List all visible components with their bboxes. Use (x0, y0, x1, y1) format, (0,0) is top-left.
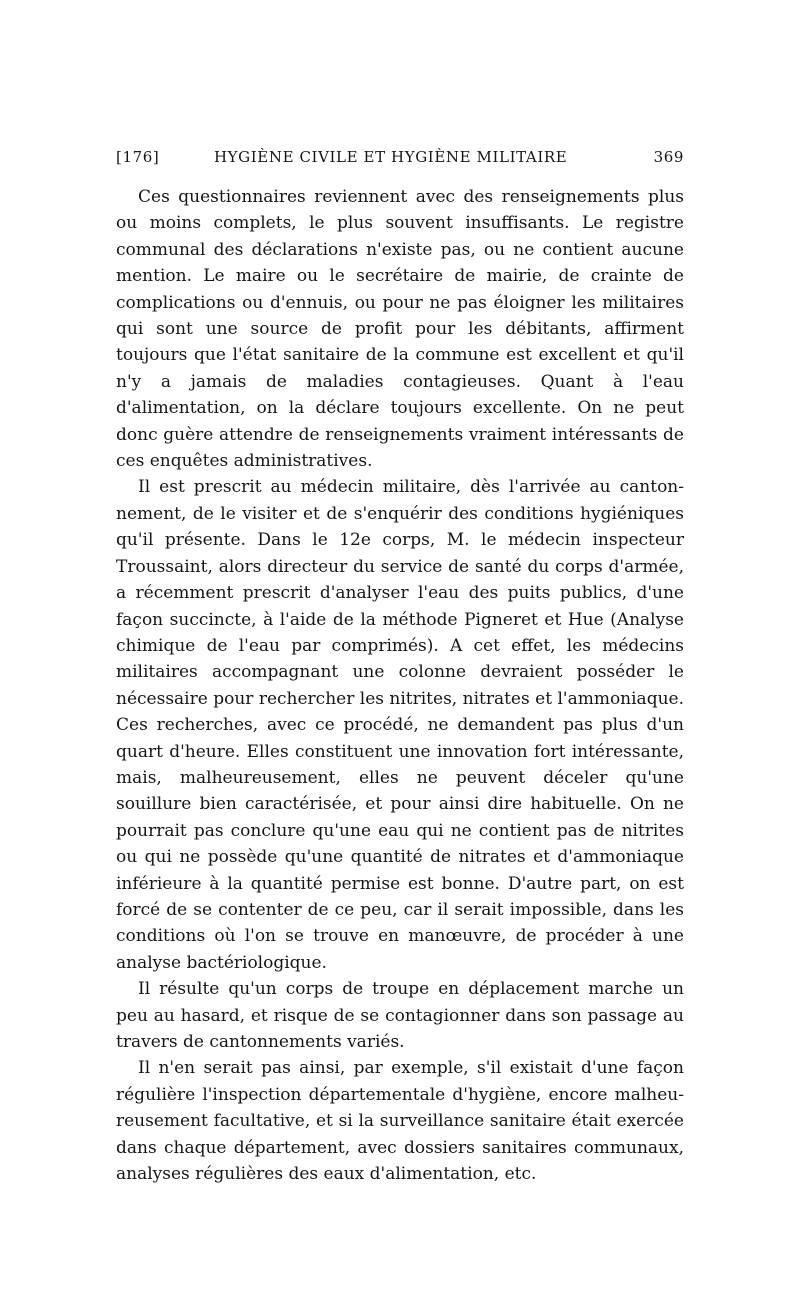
body-text (116, 184, 684, 1187)
paragraph: Ces questionnaires reviennent avec des renseignements plus ou moins complets, le plus souvent insuffisants. Le registre communal des déclarations n'existe pas, ou ne contient aucune mention. Le maire ou le secrétaire de mairie, de crainte de complications ou d'ennuis, ou pour ne pas éloigner les militaires qui sont une source de profit pour les débitants, affirment toujours que l'état sanitaire de la commune est excellent et qu'il n'y a jamais de maladies contagieuses. Quant à l'eau d'alimentation, on la déclare toujours excellente. On ne peut donc guère attendre de renseignements vraiment intéressants de ces enquêtes administratives. (116, 187, 684, 472)
book-page (116, 148, 684, 1187)
section-number: [176] (116, 148, 160, 166)
page-number: 369 (653, 148, 684, 166)
running-head (116, 148, 684, 172)
paragraph: Il résulte qu'un corps de troupe en déplacement marche un peu au hasard, et risque de se contagionner dans son passage au travers de cantonnements variés. (116, 979, 684, 1052)
running-title: HYGIÈNE CIVILE ET HYGIÈNE MILITAIRE (214, 148, 568, 166)
paragraph: Il est prescrit au médecin militaire, dès l'arrivée au cantonnement, de le visiter et de s'enquérir des conditions hygiéniques qu'il présente. Dans le 12e corps, M. le médecin inspecteur Troussaint, alors directeur du service de santé du corps d'armée, a récemment prescrit d'analyser l'eau des puits publics, d'une façon succincte, à l'aide de la méthode Pigneret et Hue (Analyse chimique de l'eau par comprimés). A cet effet, les médecins militaires accompagnant une colonne devraient posséder le nécessaire pour rechercher les nitrites, nitrates et l'ammoniaque. Ces recherches, avec ce procédé, ne demandent pas plus d'un quart d'heure. Elles constituent une innovation fort intéressante, mais, malheureusement, elles ne peuvent déceler qu'une souillure bien caractérisée, et pour ainsi dire habituelle. On ne pourrait pas conclure qu'une eau qui ne contient pas de nitrites ou qui ne possède qu'une quantité de nitrates et d'ammoniaque inférieure à la quantité permise est bonne. D'autre part, on est forcé de se contenter de ce peu, car il serait impossible, dans les conditions où l'on se trouve en manœuvre, de procéder à une analyse bactériologique. (116, 477, 684, 973)
paragraph: Il n'en serait pas ainsi, par exemple, s'il existait d'une façon régulière l'inspection départementale d'hygiène, encore malheureusement facultative, et si la surveillance sanitaire était exercée dans chaque département, avec dossiers sanitaires communaux, analyses régulières des eaux d'alimentation, etc. (116, 1058, 684, 1185)
